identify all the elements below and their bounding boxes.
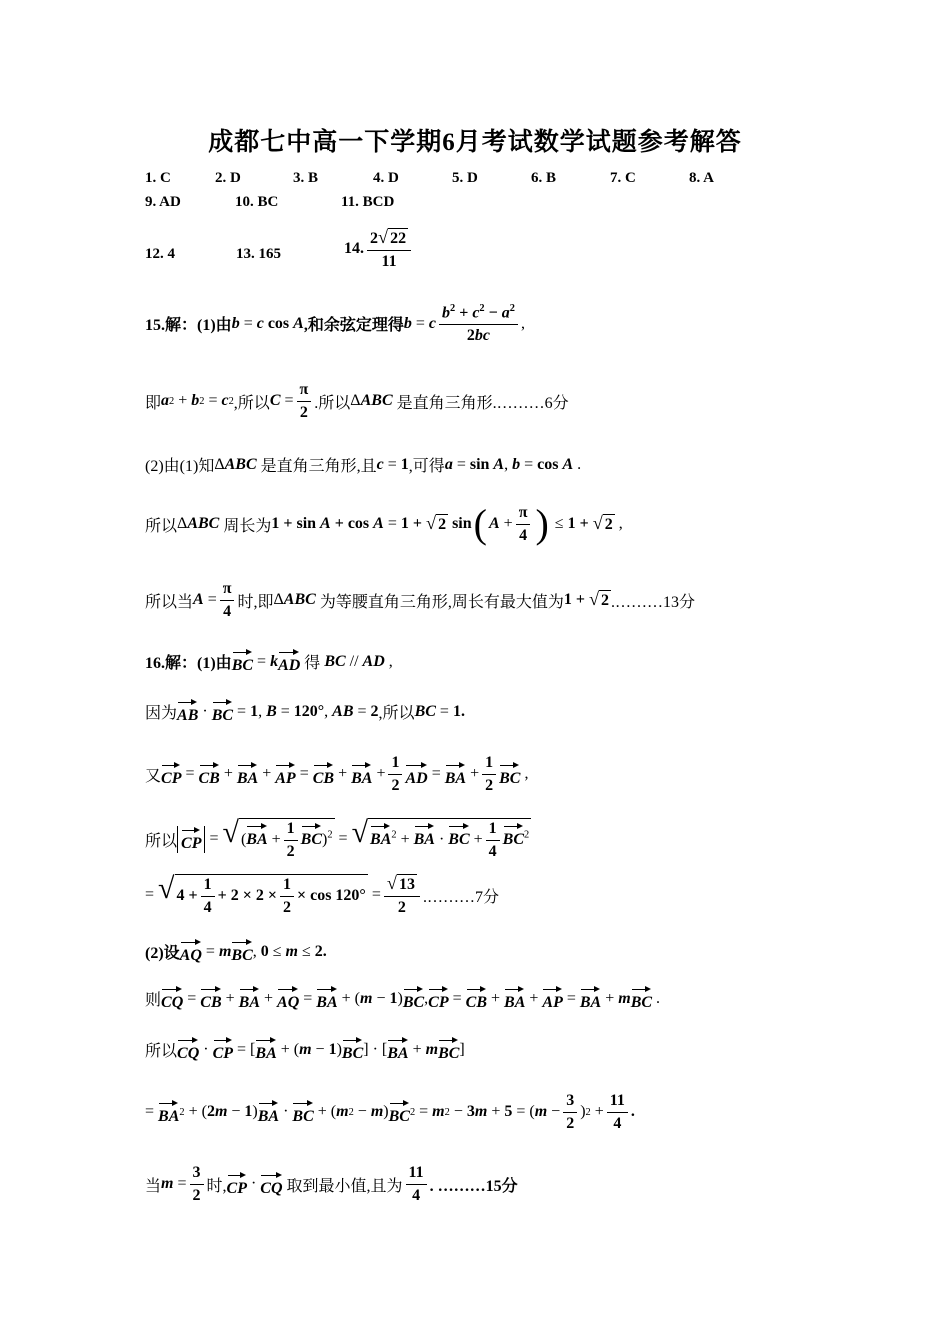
- answer-1: 1. C: [145, 170, 171, 186]
- answer-2: 2. D: [215, 170, 241, 186]
- q16-step-8: 所以 CQ · CP = [ BA + ( m − 1 ) BC ] · [ BA + m BC ]: [145, 1036, 465, 1063]
- answer-8: 8. A: [689, 170, 715, 186]
- q15-step-3: (2)由(1)知 Δ ABC 是直角三角形,且 c = 1 ,可得 a = sin A , b = cos A .: [145, 455, 582, 475]
- answer-14: [344, 228, 414, 270]
- answer-11: 11. BCD: [341, 194, 395, 210]
- q16-step-5: = √ 4 + $\frac{1}{4}$ + 2 × 2 × $\frac{1}{2}$ × cos 120° = √ 13 2 .………7分: [145, 872, 499, 916]
- answer-14-label: 14.: [344, 240, 364, 258]
- q15-step-2: 即 a 2 + b 2 = c 2 ,所以 C = $\frac{\pi}{2}$ .所以 Δ ABC 是直角三角形.………6分: [145, 381, 569, 421]
- q16-step-9: = BA 2 + ( 2 m − 1 ) BA · BC + ( m 2 − m ) BC 2 = m 2 − 3 m + 5 = ( m − $\frac{3}{2}$ ) 2 + $\frac{11}{4}$ .: [145, 1092, 635, 1132]
- answer-13: 13. 165: [236, 246, 281, 262]
- answer-3: 3. B: [293, 170, 319, 186]
- answer-10: 10. BC: [235, 194, 279, 210]
- answer-14-fraction: 2 √ 22 11: [367, 228, 411, 270]
- q15-step-4: 所以 Δ ABC 周长为 1 + sin A + cos A = 1 + √ 2 sin ( A + $\frac{\pi}{4}$ ) ≤ 1 + √ 2 ,: [145, 501, 623, 547]
- q16-step-4: 所以 CP = √ (BA + $\frac{1}{2}$ BC)$^2$ = √ $BA^2$ + BA · BC + $\frac{1}{4}$ $BC^2$: [145, 816, 530, 860]
- answer-7: 7. C: [610, 170, 636, 186]
- answer-6: 6. B: [531, 170, 557, 186]
- q15-step-1: 15.解： (1)由 b = c cos A ,和余弦定理得 b = c $\frac{b^2 + c^2 - a^2}{2bc}$ ,: [145, 303, 525, 344]
- page-title: 成都七中高一下学期6月考试数学试题参考解答: [208, 129, 742, 156]
- q16-step-3: 又 CP = CB + BA + AP = CB + BA + $\frac{1}{2}$ AD = BA + $\frac{1}{2}$ BC ,: [145, 754, 529, 794]
- q16-step-6: (2)设 AQ = m BC , 0 ≤ m ≤ 2.: [145, 938, 327, 965]
- q15-step-5: 所以当 A = $\frac{\pi}{4}$ 时,即 Δ ABC 为等腰直角三角形,周长有最大值为 1 + √ 2 .………13分: [145, 580, 696, 620]
- answer-12: 12. 4: [145, 246, 175, 262]
- answer-4: 4. D: [373, 170, 399, 186]
- answer-5: 5. D: [452, 170, 478, 186]
- q16-step-10: 当 m = $\frac{3}{2}$ 时, CP · CQ 取到最小值,且为 $\frac{11}{4}$ . ………15分: [145, 1164, 518, 1204]
- answer-9: 9. AD: [145, 194, 181, 210]
- q16-step-2: 因为 AB · BC = 1 , B = 120° , AB = 2 ,所以 BC = 1.: [145, 698, 465, 725]
- q16-step-7: 则 CQ = CB + BA + AQ = BA + ( m − 1 ) BC , CP = CB + BA + AP = BA + m BC .: [145, 985, 660, 1012]
- q16-step-1: 16.解： (1)由 BC = k AD 得 BC // AD ,: [145, 648, 393, 675]
